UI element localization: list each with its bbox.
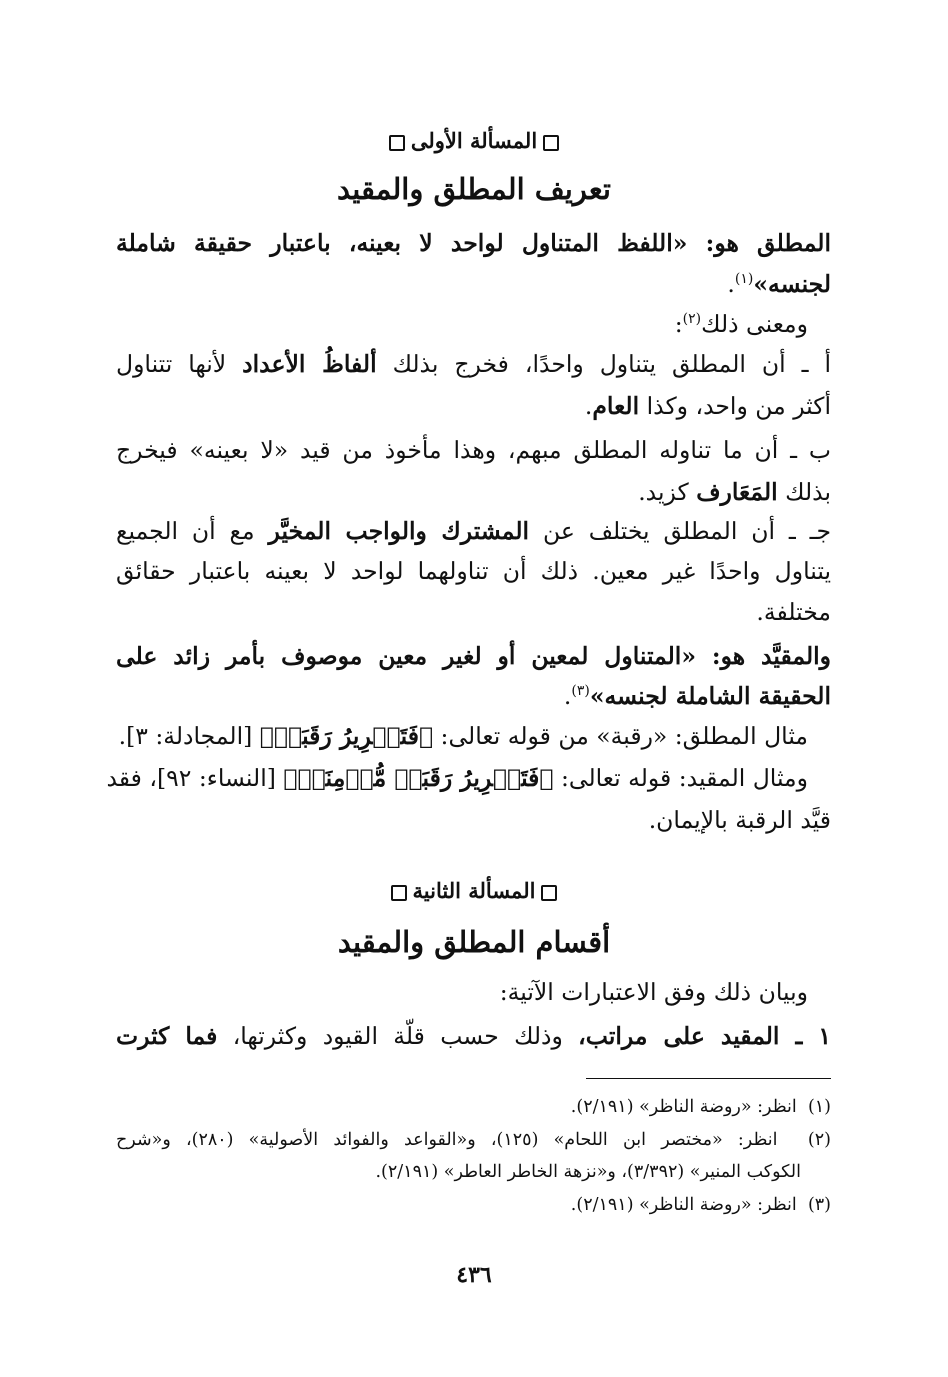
point-jim-line-2: يتناول واحدًا غير معين. ذلك أن تناولهما لواحد لا بعينه باعتبار حقائق bbox=[116, 557, 831, 585]
section-2-heading bbox=[0, 878, 948, 903]
footnote-separator bbox=[586, 1078, 831, 1079]
square-bullet-icon bbox=[543, 135, 559, 151]
mutlaq-definition-line-2: لجنسه»$^{(١)}$. bbox=[727, 270, 831, 298]
section-2-label: المسألة الثانية bbox=[412, 878, 536, 903]
quran-verse: ﴿فَتَحۡرِيرُ رَقَبَةٖ مُّؤۡمِنَةٖ﴾ bbox=[283, 764, 554, 792]
section-1-heading bbox=[0, 128, 948, 153]
square-bullet-icon bbox=[391, 885, 407, 901]
footnote-ref: (٣) bbox=[571, 683, 590, 700]
footnote-1: (١) انظر: «روضة الناظر» (٢/١٩١). bbox=[570, 1097, 831, 1117]
example-muqayyad-line-2: قيَّد الرقبة بالإيمان. bbox=[648, 806, 831, 834]
point-jim-line-3: مختلفة. bbox=[756, 598, 831, 626]
meaning-line: ومعنى ذلك$^{(٢)}$: bbox=[674, 310, 808, 338]
example-muqayyad-line-1: ومثال المقيد: قوله تعالى: ﴿فَتَحۡرِيرُ رَقَبَةٖ مُّؤۡمِنَةٖ﴾ [النساء: ٩٢]، فقد bbox=[106, 764, 808, 792]
section-1-title: تعريف المطلق والمقيد bbox=[337, 172, 611, 206]
point-one-line: ١ ـ المقيد على مراتب، وذلك حسب قلّة القيود وكثرتها، فما كثرت bbox=[116, 1022, 832, 1050]
section-1-label: المسألة الأولى bbox=[410, 128, 538, 153]
point-ba-line-1: ب ـ أن ما تناوله المطلق مبهم، وهذا مأخوذ من قيد «لا بعينه» فيخرج bbox=[116, 436, 831, 464]
square-bullet-icon bbox=[389, 135, 405, 151]
quran-verse: ﴿فَتَحۡرِيرُ رَقَبَةٖ﴾ bbox=[259, 722, 434, 750]
point-alef-line-1: أ ـ أن المطلق يتناول واحدًا، فخرج بذلك ألفاظُ الأعداد لأنها تتناول bbox=[116, 350, 831, 378]
footnote-ref: (٢) bbox=[682, 311, 702, 328]
muqayyad-definition-line-1: والمقيَّد هو: «المتناول لمعين أو لغير معين موصوف بأمر زائد على bbox=[116, 642, 831, 670]
page-number: ٤٣٦ bbox=[456, 1262, 492, 1288]
footnote-ref: (١) bbox=[734, 271, 754, 288]
bayan-line: وبيان ذلك وفق الاعتبارات الآتية: bbox=[499, 978, 808, 1006]
mutlaq-definition-line-1: المطلق هو: «اللفظ المتناول لواحد لا بعينه، باعتبار حقيقة شاملة bbox=[116, 229, 831, 257]
point-jim-line-1: جـ ـ أن المطلق يختلف عن المشترك والواجب المخيَّر مع أن الجميع bbox=[116, 517, 831, 545]
muqayyad-definition-line-2: الحقيقة الشاملة لجنسه»$^{(٣)}$. bbox=[563, 682, 831, 710]
point-ba-line-2: بذلك المَعَارف كزيد. bbox=[638, 478, 831, 506]
square-bullet-icon bbox=[541, 885, 557, 901]
footnote-2-line-2: الكوكب المنير» (٣/٣٩٢)، و«نزهة الخاطر العاطر» (٢/١٩١). bbox=[375, 1162, 801, 1182]
point-alef-line-2: أكثر من واحد، وكذا العام. bbox=[584, 392, 831, 420]
footnote-3: (٣) انظر: «روضة الناظر» (٢/١٩١). bbox=[570, 1195, 831, 1215]
footnote-2-line-1: (٢) انظر: «مختصر ابن اللحام» (١٢٥)، و«القواعد والفوائد الأصولية» (٢٨٠)، و«شرح bbox=[116, 1130, 831, 1150]
section-2-title: أقسام المطلق والمقيد bbox=[337, 925, 611, 959]
example-mutlaq: مثال المطلق: «رقبة» من قوله تعالى: ﴿فَتَحۡرِيرُ رَقَبَةٖ﴾ [المجادلة: ٣]. bbox=[118, 722, 808, 750]
